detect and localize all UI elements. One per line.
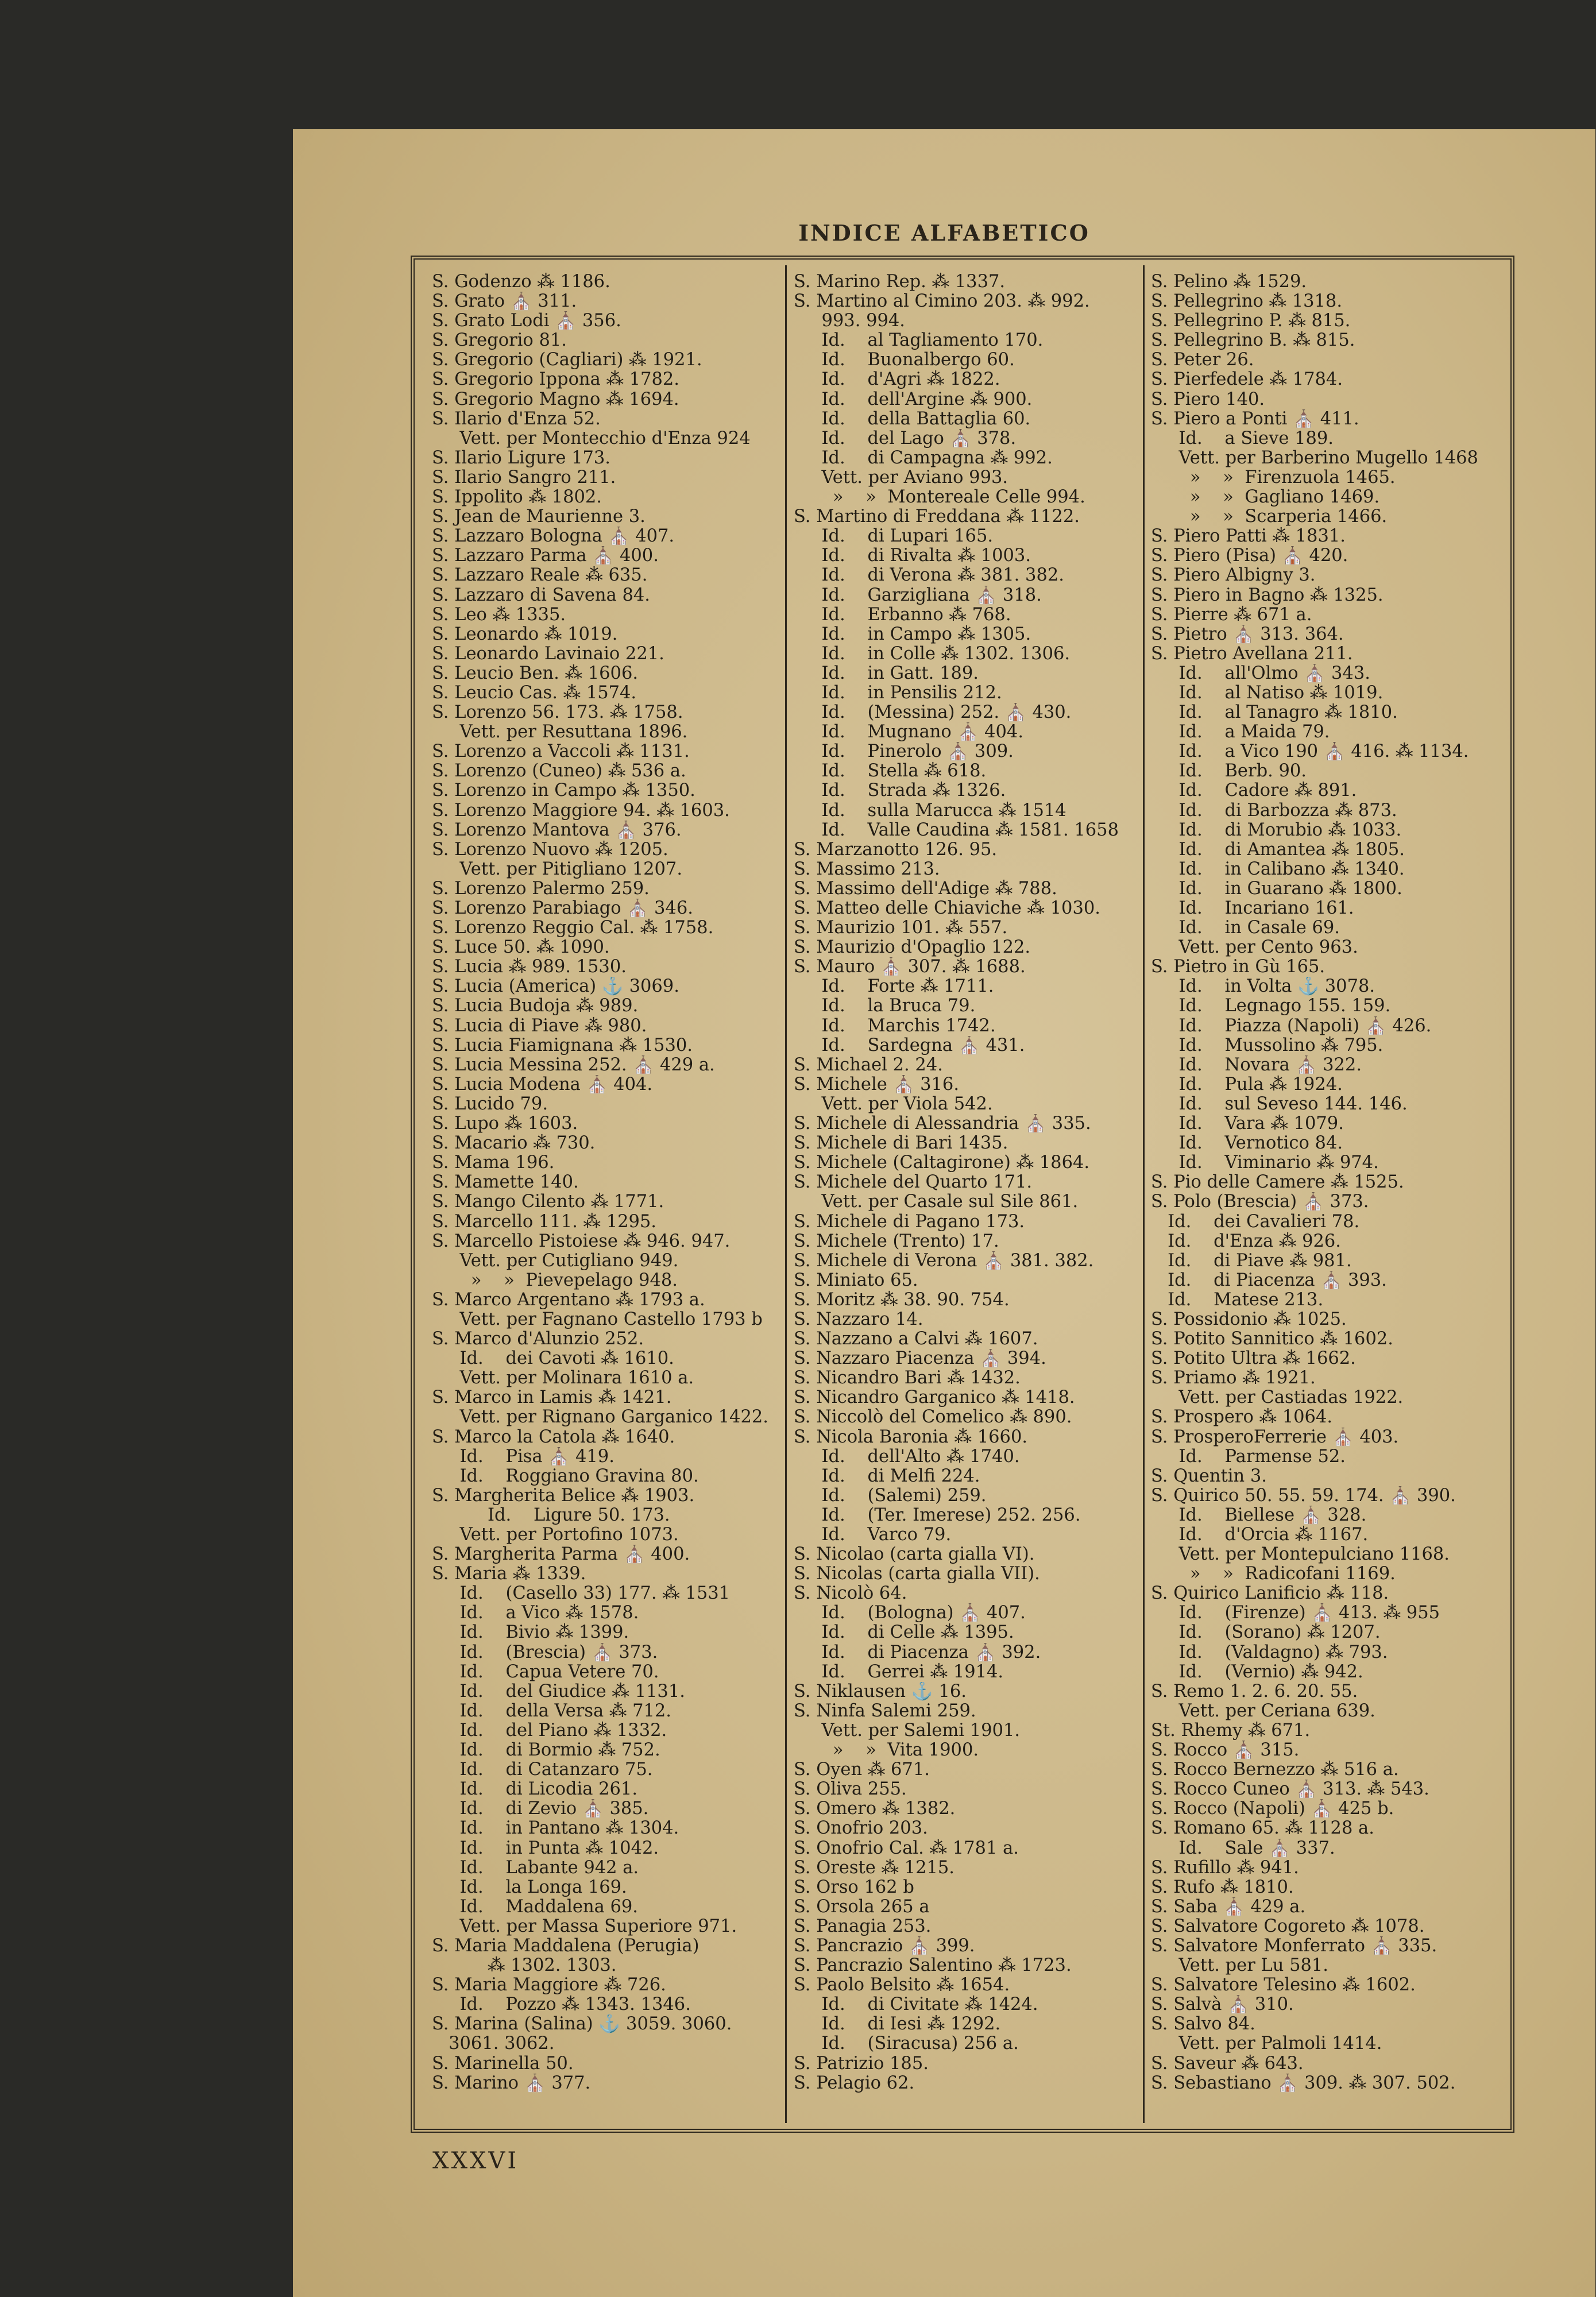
index-entry: S. Leucio Cas. ⁂ 1574. [432,683,637,703]
index-entry: S. Michele ⛪ 316. [794,1074,960,1095]
index-entry: Vett. per Montecchio d'Enza 924 [432,428,751,448]
index-entry: Id. di Iesi ⁂ 1292. [794,2014,1001,2035]
index-entry: Id. Strada ⁂ 1326. [794,781,1006,801]
index-entry: S. Oyen ⁂ 671. [794,1760,930,1780]
index-entry: S. Paolo Belsito ⁂ 1654. [794,1975,1010,1996]
index-entry: S. Patrizio 185. [794,2054,929,2074]
index-entry: S. Panagia 253. [794,1916,932,1936]
index-entry: Id. a Maida 79. [1151,722,1330,743]
index-entry: S. Nicola Baronia ⁂ 1660. [794,1427,1028,1447]
index-entry: S. Pelino ⁂ 1529. [1151,272,1307,292]
index-entry: Id. Matese 213. [1151,1290,1324,1310]
index-entry: Id. dei Cavalieri 78. [1151,1212,1360,1232]
index-entry: 993. 994. [794,311,905,331]
index-entry: Id. Pinerolo ⛪ 309. [794,742,1014,762]
index-entry: Id. in Pantano ⁂ 1304. [432,1819,679,1839]
index-entry: Id. di Piacenza ⛪ 393. [1151,1270,1387,1290]
index-entry: Id. Novara ⛪ 322. [1151,1055,1362,1075]
index-entry: S. Piero 140. [1151,389,1265,409]
index-entry: S. Nicandro Garganico ⁂ 1418. [794,1388,1075,1408]
index-entry: Id. di Piacenza ⛪ 392. [794,1642,1041,1662]
index-entry: S. Saveur ⁂ 643. [1151,2054,1304,2074]
index-entry: Id. di Melfi 224. [794,1466,980,1486]
index-entry: Vett. per Rignano Garganico 1422. [432,1407,768,1428]
index-entry: St. Rhemy ⁂ 671. [1151,1720,1311,1741]
index-entry: S. Nicolò 64. [794,1584,907,1604]
index-entry: Vett. per Fagnano Castello 1793 b [432,1309,763,1329]
index-entry: S. Lucia Budoja ⁂ 989. [432,996,639,1016]
index-entry: S. Ninfa Salemi 259. [794,1701,976,1721]
index-entry: Id. a Vico ⁂ 1578. [432,1603,639,1623]
index-entry: S. Marco la Catola ⁂ 1640. [432,1427,675,1447]
index-entry: Id. in Colle ⁂ 1302. 1306. [794,644,1071,664]
index-entry: » » Vita 1900. [794,1741,979,1761]
index-entry: S. Potito Ultra ⁂ 1662. [1151,1349,1356,1369]
index-entry: S. Lorenzo Nuovo ⁂ 1205. [432,840,668,860]
index-entry: Id. Garzigliana ⛪ 318. [794,585,1042,605]
index-entry: S. Pierfedele ⁂ 1784. [1151,370,1343,390]
index-entry: Id. d'Orcia ⁂ 1167. [1151,1525,1369,1545]
index-entry: S. Maurizio 101. ⁂ 557. [794,918,1008,938]
index-entry: Id. in Gatt. 189. [794,663,979,683]
index-entry: S. Marco Argentano ⁂ 1793 a. [432,1290,705,1310]
index-entry: S. Onofrio 203. [794,1819,928,1839]
index-entry: S. Salvo 84. [1151,2014,1255,2035]
index-entry: Id. Legnago 155. 159. [1151,996,1391,1016]
index-entry: S. Pierre ⁂ 671 a. [1151,605,1312,625]
index-entry: S. Luce 50. ⁂ 1090. [432,938,610,958]
index-entry: S. Omero ⁂ 1382. [794,1799,956,1819]
index-entry: S. Michael 2. 24. [794,1055,943,1075]
book-page [293,129,1595,2297]
index-entry: Id. del Giudice ⁂ 1131. [432,1681,685,1702]
index-entry: S. Pellegrino ⁂ 1318. [1151,292,1343,312]
index-entry: Id. in Guarano ⁂ 1800. [1151,879,1402,899]
index-entry: Id. (Valdagno) ⁂ 793. [1151,1642,1388,1662]
index-entry: Id. dell'Alto ⁂ 1740. [794,1447,1020,1467]
index-entry: S. Moritz ⁂ 38. 90. 754. [794,1290,1010,1310]
index-entry: Id. al Natiso ⁂ 1019. [1151,683,1384,703]
index-entry: S. Onofrio Cal. ⁂ 1781 a. [794,1838,1019,1858]
index-entry: S. Nazzaro Piacenza ⛪ 394. [794,1349,1046,1369]
index-entry: S. Michele di Alessandria ⛪ 335. [794,1114,1091,1134]
index-entry: S. Rocco Bernezzo ⁂ 516 a. [1151,1760,1399,1780]
index-entry: Vett. per Barberino Mugello 1468 [1151,448,1478,468]
index-entry: S. Maria Maddalena (Perugia) [432,1936,700,1956]
index-entry: S. Marco d'Alunzio 252. [432,1329,644,1349]
index-entry: S. Polo (Brescia) ⛪ 373. [1151,1192,1369,1212]
index-entry: Id. Gerrei ⁂ 1914. [794,1662,1004,1682]
index-entry: S. Pelagio 62. [794,2073,915,2093]
index-entry: S. Maurizio d'Opaglio 122. [794,938,1031,958]
index-entry: S. Prospero ⁂ 1064. [1151,1407,1333,1428]
index-entry: S. Pellegrino B. ⁂ 815. [1151,331,1355,351]
index-entry: Id. (Firenze) ⛪ 413. ⁂ 955 [1151,1603,1440,1623]
index-entry: S. Marcello Pistoiese ⁂ 946. 947. [432,1231,731,1251]
index-entry: Id. Vernotico 84. [1151,1134,1343,1154]
index-entry: S. Nicolao (carta gialla VI). [794,1545,1035,1565]
index-entry: S. Lorenzo 56. 173. ⁂ 1758. [432,703,683,723]
index-entry: Vett. per Lu 581. [1151,1956,1329,1976]
index-entry: S. Massimo 213. [794,859,940,879]
index-entry: Id. in Casale 69. [1151,918,1340,938]
index-entry: Id. di Bormio ⁂ 752. [432,1741,660,1761]
index-entry: S. Lucia Fiamignana ⁂ 1530. [432,1035,693,1055]
index-entry: S. Piero a Ponti ⛪ 411. [1151,409,1359,429]
index-entry: Id. in Pensilis 212. [794,683,1002,703]
index-entry: Id. Capua Vetere 70. [432,1662,659,1682]
index-entry: Id. di Lupari 165. [794,527,994,547]
index-entry: Id. Valle Caudina ⁂ 1581. 1658 [794,820,1119,840]
index-entry: ⁂ 1302. 1303. [432,1956,617,1976]
index-entry: » » Scarperia 1466. [1151,507,1388,527]
index-entry: S. Lucia (America) ⚓ 3069. [432,977,679,997]
index-entry: S. Pio delle Camere ⁂ 1525. [1151,1173,1404,1193]
index-entry: » » Montereale Celle 994. [794,488,1085,508]
index-entry: S. Lorenzo Reggio Cal. ⁂ 1758. [432,918,714,938]
index-entry: S. Remo 1. 2. 6. 20. 55. [1151,1681,1358,1702]
index-entry: S. Romano 65. ⁂ 1128 a. [1151,1819,1374,1839]
index-entry: 3061. 3062. [432,2034,555,2054]
index-entry: Id. di Campagna ⁂ 992. [794,448,1053,468]
index-entry: S. Rufillo ⁂ 941. [1151,1858,1299,1878]
index-entry: Vett. per Portofino 1073. [432,1525,679,1545]
index-entry: S. Possidonio ⁂ 1025. [1151,1309,1347,1329]
index-entry: S. Niccolò del Comelico ⁂ 890. [794,1407,1072,1428]
index-entry: S. Macario ⁂ 730. [432,1134,596,1154]
index-entry: Id. Roggiano Gravina 80. [432,1466,699,1486]
index-entry: Vett. per Viola 542. [794,1094,993,1114]
index-entry: Id. sulla Marucca ⁂ 1514 [794,801,1066,821]
index-entry: S. Leucio Ben. ⁂ 1606. [432,663,639,683]
index-entry: Id. (Vernio) ⁂ 942. [1151,1662,1363,1682]
index-entry: S. Piero Albigny 3. [1151,566,1316,586]
index-entry: Vett. per Resuttana 1896. [432,722,688,743]
index-entry: S. Gregorio (Cagliari) ⁂ 1921. [432,350,702,370]
index-entry: S. Lazzaro Reale ⁂ 635. [432,566,648,586]
index-entry: S. Gregorio Ippona ⁂ 1782. [432,370,679,390]
index-entry: Id. (Sorano) ⁂ 1207. [1151,1623,1381,1643]
index-entry: Id. di Verona ⁂ 381. 382. [794,566,1064,586]
index-entry: S. Martino al Cimino 203. ⁂ 992. [794,292,1090,312]
index-entry: S. Godenzo ⁂ 1186. [432,272,610,292]
index-entry: Id. (Casello 33) 177. ⁂ 1531 [432,1584,731,1604]
index-entry: Id. di Morubio ⁂ 1033. [1151,820,1402,840]
index-entry: S. Marina (Salina) ⚓ 3059. 3060. [432,2014,732,2035]
index-entry: S. Lupo ⁂ 1603. [432,1114,578,1134]
index-entry: S. Rufo ⁂ 1810. [1151,1877,1294,1897]
index-entry: S. Rocco (Napoli) ⛪ 425 b. [1151,1799,1394,1819]
index-entry: S. Lorenzo Mantova ⛪ 376. [432,820,682,840]
index-entry: Vett. per Salemi 1901. [794,1720,1021,1741]
index-entry: Id. Pula ⁂ 1924. [1151,1074,1343,1095]
index-entry: Vett. per Casale sul Sile 861. [794,1192,1079,1212]
index-entry: S. Lazzaro Parma ⛪ 400. [432,546,659,566]
index-entry: S. Orsola 265 a [794,1897,930,1917]
index-entry: Id. Mussolino ⁂ 795. [1151,1035,1384,1055]
index-entry: S. Ilario Sangro 211. [432,467,616,488]
index-entry: S. Pancrazio Salentino ⁂ 1723. [794,1956,1072,1976]
index-entry: S. Mango Cilento ⁂ 1771. [432,1192,664,1212]
index-entry: Id. Varco 79. [794,1525,952,1545]
index-entry: S. Grato Lodi ⛪ 356. [432,311,621,331]
index-entry: Id. sul Seveso 144. 146. [1151,1094,1408,1114]
index-entry: Id. in Campo ⁂ 1305. [794,624,1031,644]
index-entry: Id. Stella ⁂ 618. [794,761,987,782]
index-entry: S. Massimo dell'Adige ⁂ 788. [794,879,1057,899]
index-entry: Vett. per Massa Superiore 971. [432,1916,737,1936]
index-entry: S. Salvà ⛪ 310. [1151,1995,1294,2015]
index-entry: Id. Piazza (Napoli) ⛪ 426. [1151,1016,1432,1036]
index-entry: Id. d'Enza ⁂ 926. [1151,1231,1342,1251]
index-entry: S. Michele di Bari 1435. [794,1134,1008,1154]
index-entry: S. Lazzaro di Savena 84. [432,585,650,605]
index-entry: Id. Sardegna ⛪ 431. [794,1035,1025,1055]
index-entry: Id. Parmense 52. [1151,1447,1346,1467]
index-entry: Id. in Volta ⚓ 3078. [1151,977,1375,997]
index-entry: S. Jean de Maurienne 3. [432,507,646,527]
index-entry: S. Maria ⁂ 1339. [432,1564,586,1584]
index-entry: Vett. per Ceriana 639. [1151,1701,1375,1721]
index-entry: Id. Berb. 90. [1151,761,1307,782]
index-entry: S. Ippolito ⁂ 1802. [432,488,602,508]
index-entry: Id. Marchis 1742. [794,1016,996,1036]
index-entry: S. Gregorio 81. [432,331,567,351]
index-entry: S. Salvatore Monferrato ⛪ 335. [1151,1936,1437,1956]
index-entry: S. Peter 26. [1151,350,1254,370]
index-entry: S. Michele del Quarto 171. [794,1173,1033,1193]
index-entry: S. Lorenzo (Cuneo) ⁂ 536 a. [432,761,686,782]
index-entry: Id. la Longa 169. [432,1877,627,1897]
index-entry: S. Pellegrino P. ⁂ 815. [1151,311,1351,331]
index-entry: S. Pietro ⛪ 313. 364. [1151,624,1344,644]
index-entry: S. Quirico 50. 55. 59. 174. ⛪ 390. [1151,1486,1456,1506]
index-entry: » » Firenzuola 1465. [1151,467,1396,488]
index-entry: Vett. per Cento 963. [1151,938,1358,958]
index-entry: Id. Pisa ⛪ 419. [432,1447,615,1467]
index-entry: Id. Erbanno ⁂ 768. [794,605,1011,625]
index-entry: Id. della Versa ⁂ 712. [432,1701,671,1721]
index-entry: Id. d'Agri ⁂ 1822. [794,370,1000,390]
index-entry: Id. Buonalbergo 60. [794,350,1015,370]
index-entry: S. Martino di Freddana ⁂ 1122. [794,507,1080,527]
index-entry: » » Gagliano 1469. [1151,488,1380,508]
index-entry: S. Piero (Pisa) ⛪ 420. [1151,546,1348,566]
page-title: INDICE ALFABETICO [798,220,1090,246]
index-entry: Vett. per Pitigliano 1207. [432,859,683,879]
index-entry: S. Lucia Messina 252. ⛪ 429 a. [432,1055,715,1075]
index-entry: S. Grato ⛪ 311. [432,292,577,312]
index-entry: S. Michele (Caltagirone) ⁂ 1864. [794,1153,1090,1173]
index-entry: Id. (Bologna) ⛪ 407. [794,1603,1026,1623]
index-entry: Id. di Zevio ⛪ 385. [432,1799,649,1819]
index-entry: S. Pietro Avellana 211. [1151,644,1353,664]
index-entry: S. Gregorio Magno ⁂ 1694. [432,389,679,409]
index-column-2 [794,272,1138,2093]
index-entry: » » Pievepelago 948. [432,1270,678,1290]
index-column-3 [1151,272,1501,2093]
index-entry: S. Piero in Bagno ⁂ 1325. [1151,585,1384,605]
index-entry: S. Marcello 111. ⁂ 1295. [432,1212,657,1232]
index-entry: » » Radicofani 1169. [1151,1564,1396,1584]
index-entry: Id. (Ter. Imerese) 252. 256. [794,1505,1081,1525]
index-entry: Id. dell'Argine ⁂ 900. [794,389,1033,409]
index-entry: S. Mamette 140. [432,1173,579,1193]
index-entry: Id. dei Cavoti ⁂ 1610. [432,1349,674,1369]
index-entry: S. Salvatore Cogoreto ⁂ 1078. [1151,1916,1425,1936]
index-entry: Vett. per Cutigliano 949. [432,1251,679,1271]
index-entry: Id. di Civitate ⁂ 1424. [794,1995,1038,2015]
index-entry: Id. Cadore ⁂ 891. [1151,781,1357,801]
index-entry: Vett. per Molinara 1610 a. [432,1368,694,1389]
index-entry: Id. all'Olmo ⛪ 343. [1151,663,1370,683]
index-entry: S. Marino ⛪ 377. [432,2073,591,2093]
index-entry: S. Leonardo Lavinaio 221. [432,644,664,664]
index-entry: S. Leo ⁂ 1335. [432,605,566,625]
index-entry: S. Lucia ⁂ 989. 1530. [432,957,627,977]
index-entry: Id. (Messina) 252. ⛪ 430. [794,703,1072,723]
index-entry: S. Priamo ⁂ 1921. [1151,1368,1316,1389]
index-entry: S. Salvatore Telesino ⁂ 1602. [1151,1975,1416,1996]
index-entry: S. Miniato 65. [794,1270,918,1290]
index-entry: S. Pancrazio ⛪ 399. [794,1936,975,1956]
index-entry: Id. di Celle ⁂ 1395. [794,1623,1014,1643]
index-entry: S. Lucia Modena ⛪ 404. [432,1074,653,1095]
index-entry: Vett. per Montepulciano 1168. [1151,1545,1450,1565]
column-divider [785,265,787,2123]
index-entry: S. Marinella 50. [432,2054,574,2074]
index-entry: S. Rocco ⛪ 315. [1151,1741,1300,1761]
index-entry: Id. (Brescia) ⛪ 373. [432,1642,658,1662]
index-entry: S. Ilario Ligure 173. [432,448,610,468]
index-entry: S. Margherita Belice ⁂ 1903. [432,1486,695,1506]
index-entry: Id. Incariano 161. [1151,899,1354,918]
index-entry: S. Matteo delle Chiaviche ⁂ 1030. [794,899,1100,918]
index-entry: S. Quirico Lanificio ⁂ 118. [1151,1584,1389,1604]
index-entry: Id. a Sieve 189. [1151,428,1334,448]
index-entry: Id. del Lago ⛪ 378. [794,428,1017,448]
index-entry: Id. Pozzo ⁂ 1343. 1346. [432,1995,691,2015]
index-entry: Id. di Barbozza ⁂ 873. [1151,801,1397,821]
index-entry: Id. di Rivalta ⁂ 1003. [794,546,1031,566]
index-entry: Id. al Tagliamento 170. [794,331,1044,351]
index-entry: Id. Sale ⛪ 337. [1151,1838,1335,1858]
index-entry: S. Nazzano a Calvi ⁂ 1607. [794,1329,1038,1349]
index-entry: Id. Maddalena 69. [432,1897,639,1917]
index-entry: Id. Viminario ⁂ 974. [1151,1153,1379,1173]
index-entry: S. Nazzaro 14. [794,1309,923,1329]
index-entry: S. Nicandro Bari ⁂ 1432. [794,1368,1021,1389]
index-entry: Id. di Catanzaro 75. [432,1760,653,1780]
index-entry: S. Margherita Parma ⛪ 400. [432,1545,690,1565]
index-entry: Id. Labante 942 a. [432,1858,639,1878]
index-entry: S. Quentin 3. [1151,1466,1267,1486]
index-entry: S. Pietro in Gù 165. [1151,957,1326,977]
index-entry: Id. di Amantea ⁂ 1805. [1151,840,1405,860]
page-number: XXXVI [432,2148,519,2174]
index-entry: S. Lorenzo a Vaccoli ⁂ 1131. [432,742,690,762]
index-entry: S. Saba ⛪ 429 a. [1151,1897,1306,1917]
index-entry: Id. (Siracusa) 256 a. [794,2034,1019,2054]
index-entry: S. Oliva 255. [794,1780,907,1800]
index-entry: S. Lorenzo Maggiore 94. ⁂ 1603. [432,801,730,821]
index-entry: S. Lorenzo in Campo ⁂ 1350. [432,781,695,801]
index-entry: Id. del Piano ⁂ 1332. [432,1720,667,1741]
index-entry: S. Michele (Trento) 17. [794,1231,999,1251]
index-entry: S. Mauro ⛪ 307. ⁂ 1688. [794,957,1026,977]
index-entry: Id. Bivio ⁂ 1399. [432,1623,629,1643]
index-entry: Id. Ligure 50. 173. [432,1505,670,1525]
index-entry: Id. la Bruca 79. [794,996,976,1016]
index-entry: Id. Vara ⁂ 1079. [1151,1114,1344,1134]
index-entry: Id. al Tanagro ⁂ 1810. [1151,703,1398,723]
index-frame [411,256,1514,2133]
index-entry: Id. di Licodia 261. [432,1780,638,1800]
index-entry: S. Ilario d'Enza 52. [432,409,601,429]
index-entry: S. Piero Patti ⁂ 1831. [1151,527,1346,547]
index-entry: Id. in Calibano ⁂ 1340. [1151,859,1405,879]
index-entry: S. Potito Sannitico ⁂ 1602. [1151,1329,1393,1349]
index-entry: Id. in Punta ⁂ 1042. [432,1838,659,1858]
index-entry: S. Michele di Verona ⛪ 381. 382. [794,1251,1094,1271]
index-entry: S. ProsperoFerrerie ⛪ 403. [1151,1427,1399,1447]
index-entry: Id. di Piave ⁂ 981. [1151,1251,1352,1271]
index-entry: S. Rocco Cuneo ⛪ 313. ⁂ 543. [1151,1780,1429,1800]
index-column-1 [432,272,776,2093]
index-entry: S. Mama 196. [432,1153,555,1173]
index-entry: S. Marco in Lamis ⁂ 1421. [432,1388,672,1408]
index-entry: Id. Mugnano ⛪ 404. [794,722,1024,743]
index-entry: S. Lorenzo Palermo 259. [432,879,650,899]
index-entry: S. Sebastiano ⛪ 309. ⁂ 307. 502. [1151,2073,1456,2093]
index-entry: S. Lucido 79. [432,1094,548,1114]
index-entry: Id. (Salemi) 259. [794,1486,987,1506]
index-entry: S. Lazzaro Bologna ⛪ 407. [432,527,675,547]
index-entry: S. Lorenzo Parabiago ⛪ 346. [432,899,693,918]
index-entry: S. Leonardo ⁂ 1019. [432,624,618,644]
column-divider [1143,265,1145,2123]
index-entry: S. Orso 162 b [794,1877,914,1897]
index-entry: Id. della Battaglia 60. [794,409,1031,429]
index-entry: S. Maria Maggiore ⁂ 726. [432,1975,666,1996]
index-entry: S. Michele di Pagano 173. [794,1212,1025,1232]
index-entry: Vett. per Castiadas 1922. [1151,1388,1404,1408]
index-entry: Id. Biellese ⛪ 328. [1151,1505,1367,1525]
index-entry: S. Niklausen ⚓ 16. [794,1681,967,1702]
index-entry: Vett. per Aviano 993. [794,467,1008,488]
index-entry: S. Nicolas (carta gialla VII). [794,1564,1040,1584]
index-entry: S. Marino Rep. ⁂ 1337. [794,272,1006,292]
index-entry: S. Lucia di Piave ⁂ 980. [432,1016,647,1036]
index-entry: Id. a Vico 190 ⛪ 416. ⁂ 1134. [1151,742,1469,762]
index-entry: S. Marzanotto 126. 95. [794,840,998,860]
index-entry: Id. Forte ⁂ 1711. [794,977,994,997]
index-entry: S. Oreste ⁂ 1215. [794,1858,954,1878]
index-entry: Vett. per Palmoli 1414. [1151,2034,1382,2054]
